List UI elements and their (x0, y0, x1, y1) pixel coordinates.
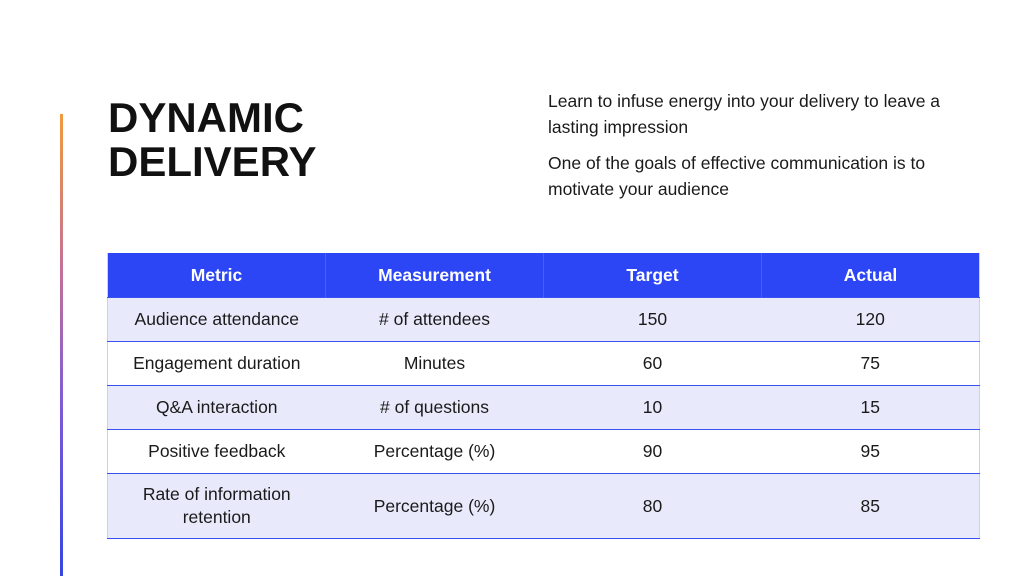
cell-actual: 120 (762, 298, 980, 342)
header-target: Target (544, 253, 762, 298)
cell-measurement: Minutes (326, 342, 544, 386)
cell-actual: 95 (762, 430, 980, 474)
cell-target: 10 (544, 386, 762, 430)
table-row (108, 298, 980, 342)
intro-paragraph-1: Learn to infuse energy into your delivery to leave a lasting impression (548, 91, 941, 137)
table-row (108, 386, 980, 430)
cell-metric: Rate of information retention (108, 474, 326, 539)
cell-target: 80 (544, 474, 762, 539)
header-measurement: Measurement (326, 253, 544, 298)
title-line-2: DELIVERY (108, 138, 317, 185)
cell-measurement: # of attendees (326, 298, 544, 342)
title-line-1: DYNAMIC (108, 94, 304, 141)
cell-actual: 15 (762, 386, 980, 430)
header-metric: Metric (108, 253, 326, 298)
intro-paragraph-2: One of the goals of effective communication is to motivate your audience (548, 153, 926, 199)
accent-bar (60, 114, 63, 576)
cell-target: 90 (544, 430, 762, 474)
header-actual: Actual (762, 253, 980, 298)
page-title (108, 96, 316, 184)
cell-target: 150 (544, 298, 762, 342)
cell-metric: Audience attendance (108, 298, 326, 342)
cell-measurement: Percentage (%) (326, 430, 544, 474)
table-row (108, 430, 980, 474)
table-row (108, 474, 980, 539)
cell-metric: Positive feedback (108, 430, 326, 474)
cell-measurement: # of questions (326, 386, 544, 430)
cell-target: 60 (544, 342, 762, 386)
cell-metric: Engagement duration (108, 342, 326, 386)
cell-measurement: Percentage (%) (326, 474, 544, 539)
cell-actual: 85 (762, 474, 980, 539)
intro-text (548, 88, 988, 212)
cell-actual: 75 (762, 342, 980, 386)
table-row (108, 342, 980, 386)
cell-metric: Q&A interaction (108, 386, 326, 430)
metrics-table (107, 253, 980, 539)
table-header-row (108, 253, 980, 298)
